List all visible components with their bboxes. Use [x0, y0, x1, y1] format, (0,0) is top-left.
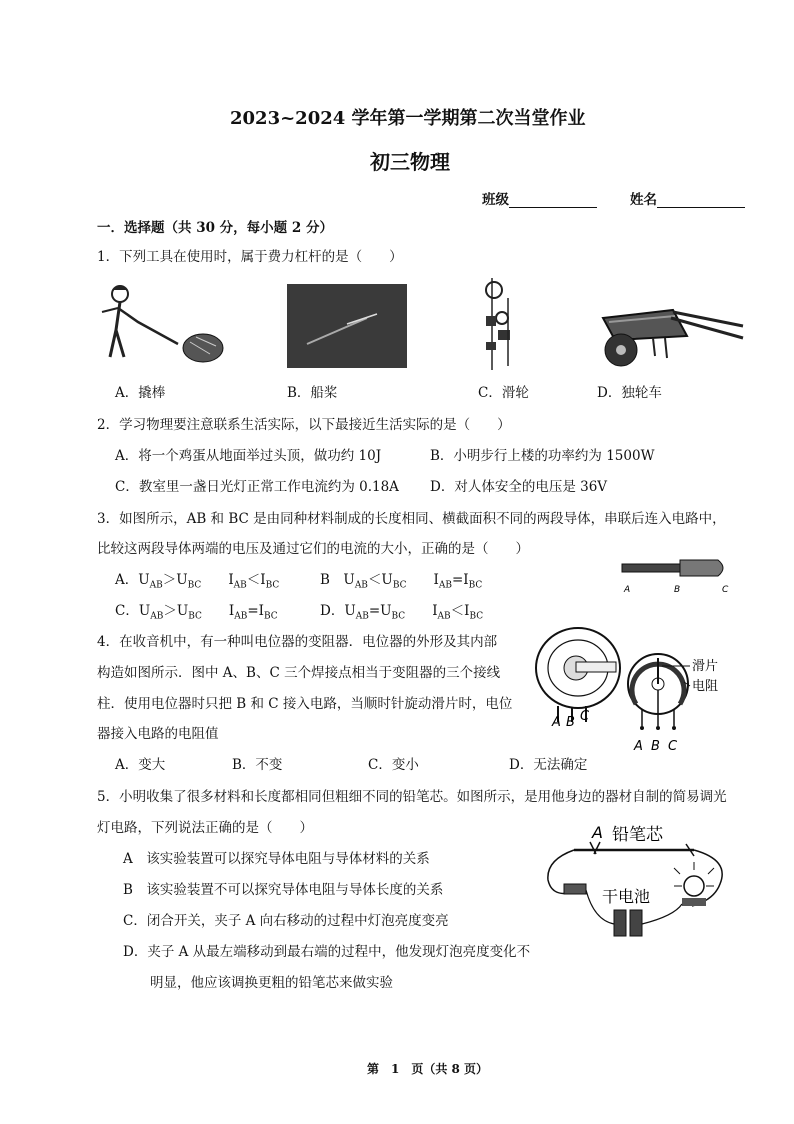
q3-option-b[interactable]: B $U_{AB}<U_{BC}$ $I_{AB}=I_{BC}$ [320, 572, 483, 591]
q4-option-b[interactable]: B．不变 [232, 757, 283, 773]
q1-option-b[interactable]: B．船桨 [287, 385, 338, 401]
q1-option-d[interactable]: D．独轮车 [597, 385, 662, 401]
name-field[interactable] [630, 188, 745, 208]
q3-option-d[interactable]: D．$U_{AB}=U_{BC}$ $I_{AB}<I_{BC}$ [320, 603, 484, 622]
q5-option-d[interactable]: D．夹子 A 从最左端移动到最右端的过程中，他发现灯泡亮度变化不 [123, 944, 531, 960]
q2-stem: 2．学习物理要注意联系生活实际，以下最接近生活实际的是（ ） [97, 417, 511, 433]
class-label: 班级 [482, 192, 509, 208]
pencil-lead-label: 铅笔芯 [612, 825, 663, 845]
q5-option-d-cont: 明显，他应该调换更粗的铅笔芯来做实验 [150, 975, 393, 991]
q2-option-b[interactable]: B．小明步行上楼的功率约为 1500W [430, 448, 655, 464]
conductor-label-c: C [722, 585, 729, 595]
class-blank[interactable] [509, 193, 597, 208]
page-number: 第 1 页（共 8 页） [367, 1062, 489, 1076]
q2-option-d[interactable]: D．对人体安全的电压是 36V [430, 479, 608, 495]
q3-option-c[interactable]: C．$U_{AB}>U_{BC}$ $I_{AB}=I_{BC}$ [115, 603, 278, 622]
class-field[interactable] [482, 188, 597, 208]
q3-option-a[interactable]: A．$U_{AB}>U_{BC}$ $I_{AB}<I_{BC}$ [115, 572, 280, 591]
q5-option-c[interactable]: C．闭合开关，夹子 A 向右移动的过程中灯泡亮度变亮 [123, 913, 449, 929]
name-label: 姓名 [630, 192, 657, 208]
conductor-label-a: A [624, 585, 631, 595]
q5-stem-line1: 5．小明收集了很多材料和长度都相同但粗细不同的铅笔芯。如图所示，是用他身边的器材自制的简易调光 [97, 789, 727, 805]
q4-stem-line1: 4．在收音机中，有一种叫电位器的变阻器．电位器的外形及其内部 [97, 634, 498, 650]
wheelbarrow-image [595, 296, 745, 368]
q4-stem-line4: 器接入电路的电阻值 [97, 726, 219, 742]
crowbar-image [98, 282, 226, 368]
page-title: 2023~2024 学年第一学期第二次当堂作业 [230, 108, 586, 129]
q1-stem: 1．下列工具在使用时，属于费力杠杆的是（ ） [97, 249, 403, 265]
q1-option-a[interactable]: A．撬棒 [115, 385, 166, 401]
q2-option-c[interactable]: C．教室里一盏日光灯正常工作电流约为 0.18A [115, 479, 399, 495]
section-heading: 一．选择题（共 30 分，每小题 2 分） [97, 220, 333, 236]
pot-slider-label: 滑片 [692, 659, 719, 674]
q4-stem-line2: 构造如图所示．图中 A、B、C 三个焊接点相当于变阻器的三个接线 [97, 665, 501, 681]
pulley-image [480, 278, 520, 370]
dimmer-circuit-figure [544, 820, 740, 944]
pot-resistor-label: 电阻 [692, 679, 719, 694]
q4-option-a[interactable]: A．变大 [115, 757, 166, 773]
q3-stem-line1: 3．如图所示，AB 和 BC 是由同种材料制成的长度相同、横截面积不同的两段导体，串联后连入电路中， [97, 511, 726, 527]
q4-stem-line3: 柱．使用电位器时只把 B 和 C 接入电路，当顺时针旋动滑片时，电位 [97, 696, 513, 712]
q5-option-a[interactable]: A 该实验装置可以探究导体电阻与导体材料的关系 [123, 851, 430, 867]
q4-option-d[interactable]: D．无法确定 [509, 757, 588, 773]
pot-int-label-b: B [651, 739, 660, 754]
q2-option-a[interactable]: A．将一个鸡蛋从地面举过头顶，做功约 10J [115, 448, 382, 464]
q4-option-c[interactable]: C．变小 [368, 757, 419, 773]
page-subtitle: 初三物理 [370, 150, 450, 174]
pot-ext-label-a: A [552, 715, 561, 730]
q5-option-b[interactable]: B 该实验装置不可以探究导体电阻与导体长度的关系 [123, 882, 444, 898]
pot-ext-label-b: B [566, 715, 575, 730]
pot-int-label-c: C [668, 739, 678, 754]
pot-int-label-a: A [634, 739, 643, 754]
q3-stem-line2: 比较这两段导体两端的电压及通过它们的电流的大小，正确的是（ ） [97, 541, 529, 557]
conductor-label-b: B [674, 585, 681, 595]
q5-stem-line2: 灯电路，下列说法正确的是（ ） [97, 820, 313, 836]
pot-ext-label-c: C [580, 709, 590, 724]
conductor-figure [618, 556, 734, 596]
clip-label: A [592, 823, 603, 842]
q1-option-c[interactable]: C．滑轮 [478, 385, 529, 401]
battery-label: 干电池 [602, 887, 651, 906]
oar-image [287, 284, 407, 368]
name-blank[interactable] [657, 193, 745, 208]
potentiometer-figure [522, 626, 732, 762]
